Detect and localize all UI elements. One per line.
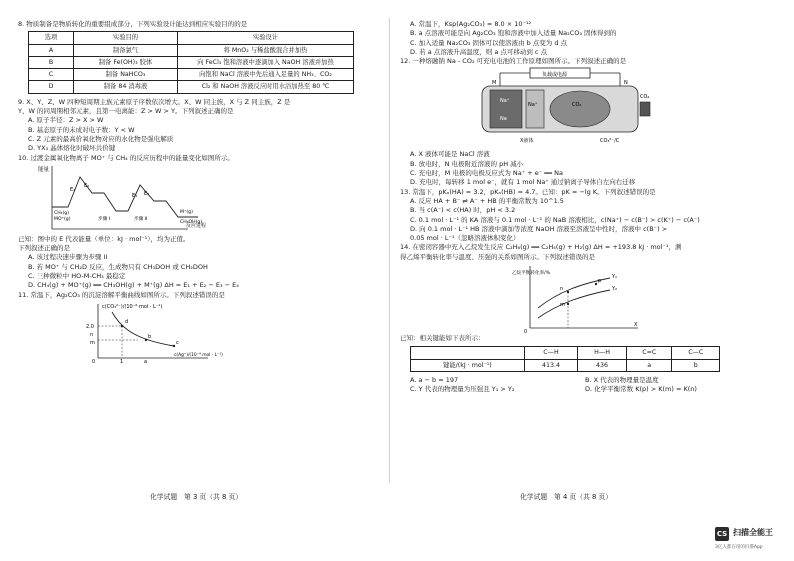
q14-bond-table [410, 346, 720, 372]
table-row [29, 81, 354, 93]
q14-xlabel: X [634, 322, 638, 329]
table-header: 选项 [29, 32, 74, 44]
q14-point-m: m [560, 302, 565, 309]
q11-tick-a: a [144, 358, 148, 364]
q11-tick-0: 0 [92, 358, 96, 364]
table-cell: a [626, 359, 672, 371]
q11-option-d: D. 若 a 点溶液升高温度，则 a 点可移动到 c 点 [410, 47, 548, 56]
camscanner-title: 扫描全能王 [733, 528, 773, 537]
q9-option-b: B. 基态原子的未成对电子数：Y < W [28, 125, 135, 134]
q12-label-load: 负载或电源 [542, 72, 568, 79]
q13-stem: 13. 常温下，pKₐ(HA) = 3.2，pKₐ(HB) = 4.7。已知：pK = −lg K。下列叙述错误的是 [400, 187, 656, 196]
q14-stem-2: 得乙烯平衡转化率与温度、压强的关系如图所示。下列叙述错误的是 [400, 252, 595, 261]
table-header-row [29, 32, 354, 44]
camscanner-subtitle: 3亿人都在用的扫描App [715, 545, 763, 550]
q12-label-co3: CO₃²⁻/C [600, 138, 620, 145]
q11-solubility-curve [78, 300, 228, 364]
q13-option-d: D. 向 0.1 mol · L⁻¹ HB 溶液中滴加等浓度 NaOH 溶液至溶液呈中性时，溶液中 c(B⁻) > [410, 224, 668, 233]
q11-option-b: B. a 点溶液可能是向 Ag₂CO₃ 饱和溶液中加入适量 Na₂CO₃ 固体得到的 [410, 29, 617, 38]
table-header: 实验目的 [74, 32, 178, 44]
q14-stem: 14. 在密闭容器中充入乙烷发生反应 C₂H₆(g) ══ C₂H₄(g) + H₂(g) ΔH = +193.8 kJ · mol⁻¹，测 [400, 243, 682, 252]
table-cell: 制备氯气 [74, 44, 178, 56]
q11-point-d: d [125, 318, 129, 325]
page-footer-left: 化学试题 第 3 页（共 8 页） [150, 493, 243, 501]
table-cell: 制备 84 消毒液 [74, 81, 178, 93]
q9-option-a: A. 原子半径：Z > X > W [28, 116, 104, 125]
table-header-row [411, 347, 720, 359]
camscanner-logo: CS [715, 527, 729, 541]
table-row [29, 56, 354, 68]
q9-line: 9. X、Y、Z、W 四种短周期主族元素原子序数依次增大。X、W 同主族，X 与 Z 同主族，Z 是 [18, 97, 291, 106]
page-divider [389, 18, 390, 483]
table-header: C=C [626, 347, 672, 359]
table-cell: Cl₂ 和 NaOH 溶液反应时用水浴加热至 80 ℃ [178, 81, 354, 93]
q12-option-c: C. 充电时，M 电极的电极反应式为 Na⁺ + e⁻ ══ Na [410, 169, 564, 178]
table-cell: 向饱和 NaCl 溶液中先后通入足量的 NH₃、CO₂ [178, 69, 354, 81]
q14-option-a: A. a − b = 197 [410, 375, 459, 384]
q12-option-d: D. 充电时，每转移 1 mol e⁻，就有 1 mol Na⁺ 通过钠离子导体自左向右迁移 [410, 178, 636, 187]
q14-point-n: n [560, 286, 564, 293]
q12-label-co2-inner: CO₂ [572, 102, 582, 109]
q12-label-m: M [492, 80, 497, 87]
table-cell: A [29, 44, 74, 56]
q10-label-e3: E₃ [132, 192, 138, 199]
table-cell: b [672, 359, 720, 371]
table-cell: 436 [578, 359, 627, 371]
q14-curve-y2: Y₂ [612, 286, 618, 293]
q14-option-d: D. 化学平衡常数 K(p) > K(m) = K(n) [585, 385, 697, 394]
left-page [18, 20, 383, 364]
q10-xlabel: 反应进程 [186, 222, 207, 229]
table-cell: 键能/(kJ · mol⁻¹) [411, 359, 525, 371]
table-cell: 制备 NaHCO₃ [74, 69, 178, 81]
q10-label-ch3oh: CH₃OH(g) [180, 219, 203, 225]
q12-option-a: A. X 液体可能是 NaCl 溶液 [410, 150, 490, 159]
q14-option-c: C. Y 代表的物理量为压强且 Y₁ > Y₂ [410, 385, 515, 394]
q13-option-b: B. 当 c(A⁻) < c(HA) 时，pH < 3.2 [410, 206, 516, 215]
table-cell: 向 FeCl₃ 饱和溶液中逐滴加入 NaOH 溶液并加热 [178, 56, 354, 68]
q10-option-a: A. 该过程决速步骤为步骤 II [28, 253, 108, 262]
table-cell: B [29, 56, 74, 68]
q12-label-na-ion-2: Na⁺ [528, 102, 538, 109]
q14-curve-y1: Y₁ [612, 274, 618, 281]
q13-option-a: A. 反应 HA + B⁻ ⇌ A⁻ + HB 的平衡常数为 10^1.5 [410, 196, 564, 205]
q14-options-row-1 [400, 376, 770, 385]
q10-label-ch4: CH₄(g) [54, 210, 70, 216]
q10-label-step1: 步骤 I [98, 216, 111, 222]
table-cell: C [29, 69, 74, 81]
q10-option-c: C. 三种微粒中 HO-M-CH₃ 最稳定 [28, 272, 126, 281]
q12-stem: 12. 一种熔融钠 Na - CO₂ 可充电电池的工作原理如图所示。下列叙述正确的是 [400, 57, 627, 66]
q12-battery-diagram [460, 66, 660, 150]
q11-point-b: b [148, 333, 152, 340]
q14-origin: 0 [524, 329, 528, 335]
q13-option-c: C. 0.1 mol · L⁻¹ 的 KA 溶液与 0.1 mol · L⁻¹ 的 NaB 溶液相比，c(Na⁺) − c(B⁻) > c(K⁺) − c(A⁻) [410, 215, 700, 224]
q11-option-c: C. 加入适量 Na₂CO₃ 固体可以使溶液由 b 点变为 d 点 [410, 38, 568, 47]
table-cell: 将 MnO₂ 与稀盐酸混合并加热 [178, 44, 354, 56]
q14-note: 已知：相关键能如下表所示： [400, 334, 485, 343]
q14-conversion-chart [510, 262, 660, 334]
q10-ask: 下列叙述正确的是 [18, 244, 70, 253]
table-header: 实验设计 [178, 32, 354, 44]
q10-ylabel: 能量 [38, 166, 50, 173]
q10-stem: 10. 过渡金属氧化物离子 MO⁺ 与 CH₄ 的反应历程中的能量变化如图所示。 [18, 153, 234, 162]
table-row [29, 69, 354, 81]
q9-option-d: D. YX₃ 晶体熔化时破坏共价键 [28, 144, 116, 153]
table-cell: 制备 Fe(OH)₃ 胶体 [74, 56, 178, 68]
q10-label-e2: E₂ [84, 182, 90, 189]
table-row [411, 359, 720, 371]
table-cell: D [29, 81, 74, 93]
table-header: C—C [672, 347, 720, 359]
q11-tick-1: 1 [120, 358, 124, 364]
q8-stem: 8. 物质制备是物质转化的重要组成部分，下列实验设计能达到相应实验目的的是 [18, 20, 248, 28]
q12-label-x-liquid: X液体 [520, 138, 534, 145]
page-footer-right: 化学试题 第 4 页（共 8 页） [520, 493, 613, 501]
q14-options-row-2 [400, 385, 770, 394]
q12-label-na-ion: Na⁺ [500, 98, 510, 105]
q10-label-e4: E₄ [144, 190, 150, 197]
q10-option-d: D. CH₄(g) + MO⁺(g) ══ CH₃OH(g) + M⁺(g) ΔH = E₁ + E₂ − E₃ − E₄ [28, 281, 239, 290]
q14-option-b: B. X 代表的物理量是温度 [585, 375, 659, 384]
table-cell: 413.4 [524, 359, 577, 371]
q11-tick-n: n [90, 331, 94, 338]
q8-table [28, 31, 354, 93]
q10-energy-diagram [38, 163, 218, 235]
q11-xlabel: c(Ag⁺)/(10⁻⁴ mol · L⁻¹) [174, 352, 223, 358]
q11-point-c: c [176, 339, 179, 346]
table-row [29, 44, 354, 56]
table-header [411, 347, 525, 359]
q14-ylabel: 乙烷平衡转化率/% [512, 271, 551, 277]
q9-line: Y、W 的同周期相邻元素，且第一电离能：Z > W > Y。下列叙述正确的是 [18, 107, 234, 116]
q10-option-b: B. 若 MO⁺ 与 CH₂D 反应，生成物只有 CH₃DOH 或 CH₂DOH [28, 262, 208, 271]
q12-label-co2: CO₂ [640, 94, 650, 101]
q12-option-b: B. 放电时，N 电极附近溶液的 pH 减小 [410, 159, 524, 168]
q10-label-e1: E₁ [70, 186, 76, 193]
q13-option-d-cont: 0.05 mol · L⁻¹（忽略溶液体积变化） [410, 234, 520, 243]
q10-label-mo: MO⁺(g) [54, 216, 71, 222]
q11-ylabel: c(CO₃²⁻)/(10⁻⁶ mol · L⁻¹) [102, 303, 163, 310]
table-header: H—H [578, 347, 627, 359]
q11-stem: 11. 常温下，Ag₂CO₃ 的沉淀溶解平衡曲线如图所示。下列叙述错误的是 [18, 290, 225, 299]
table-header: C—H [524, 347, 577, 359]
q11-option-a: A. 常温下，Ksp(Ag₂CO₃) = 8.0 × 10⁻¹² [410, 20, 532, 28]
q12-label-na: Na [500, 116, 507, 123]
right-page [400, 20, 770, 395]
q11-tick-m: m [90, 339, 95, 346]
q10-note: 已知：图中的 E 代表能量（单位：kJ · mol⁻¹），均为正值。 [18, 234, 190, 243]
q11-tick-2: 2.0 [86, 323, 94, 330]
q10-label-step2: 步骤 II [134, 216, 148, 222]
q9-option-c: C. Z 元素的最高价氧化物对应的水化物是强电解质 [28, 134, 174, 143]
q14-point-p: p [598, 278, 602, 285]
q12-label-n: N [624, 80, 628, 87]
q10-label-m: M⁺(g) [180, 209, 193, 215]
